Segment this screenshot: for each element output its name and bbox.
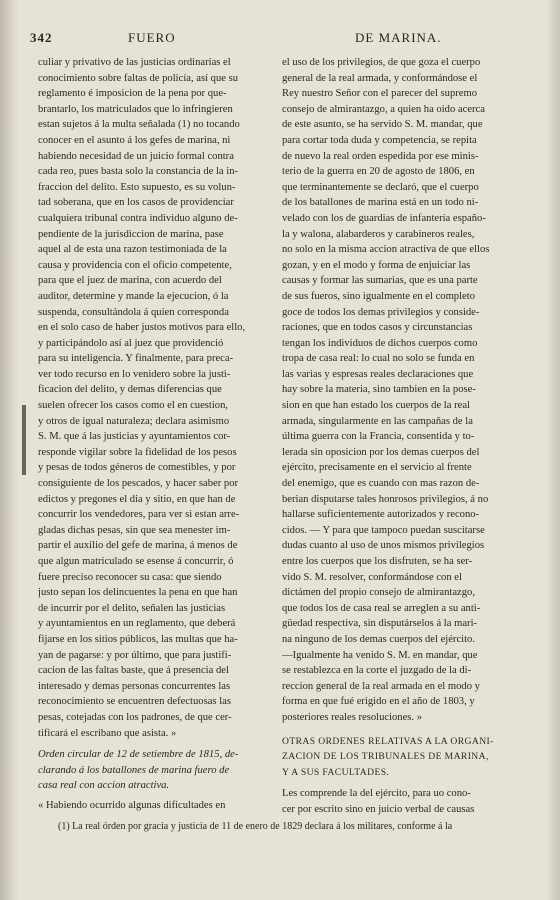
body-text-line: y participándolo así al juez que providenció — [38, 337, 224, 349]
body-text-line: reccion general de la real armada en el modo y — [282, 680, 480, 692]
body-text-line: forma en que fué erigido en el año de 1803, y — [282, 696, 475, 708]
running-header — [30, 30, 538, 48]
body-text-line: consiguiente de los pescados, y hacer saber por — [38, 478, 239, 490]
body-text-line: armada, singularmente en las campañas de la — [282, 415, 473, 427]
italic-heading-line: casa real con accion atractiva. — [38, 780, 170, 792]
section-heading-line: OTRAS ORDENES RELATIVAS A LA ORGANI- — [282, 735, 494, 747]
body-text-line: general de la real armada, y conformándose el — [282, 72, 478, 84]
body-text-line: ficacion del delito, y demas diferencias que — [38, 384, 222, 396]
section-heading-line: ZACION DE LOS TRIBUNALES DE MARINA, — [282, 751, 489, 763]
body-text-line: en el solo caso de haber justos motivos para ello, — [38, 322, 246, 334]
body-text-line: cualquiera tribunal contra individuo alguno de- — [38, 212, 238, 224]
body-text-line: fraccion del delito. Esto supuesto, es su volun- — [38, 181, 236, 193]
body-text-line: de nuevo la real orden espedida por ese minis- — [282, 150, 479, 162]
body-text-line: habiendo necesidad de un juicio formal contra — [38, 150, 234, 162]
body-text-line: posteriores reales resoluciones. » — [282, 711, 423, 723]
body-text-line: hallarse suficientemente autorizados y recono- — [282, 509, 480, 521]
body-text-line: auditor, determine y mande la ejecucion, ó la — [38, 290, 229, 302]
italic-heading-line: Orden circular de 12 de setiembre de 1815, de- — [38, 749, 239, 761]
body-text-line: justo sepan los delincuentes la pena en que han — [38, 587, 238, 599]
body-text-line: yan de pagarse: y por último, que para justifi- — [38, 649, 232, 661]
body-text-line: suelen ofrecer los casos como el en cuestion, — [38, 400, 229, 412]
page-edge-shadow — [546, 0, 560, 900]
body-text-line: tad soberana, que en los casos de providenciar — [38, 197, 234, 209]
italic-heading — [38, 747, 274, 794]
body-text-line: S. M. que á las justicias y ayuntamientos cor- — [38, 431, 231, 443]
body-text-line: fijarse en los sitios públicos, las multas que ha- — [38, 633, 238, 645]
body-text-line: Les comprende la del ejército, para uo cono- — [282, 788, 471, 800]
body-text-line: cidos. — Y para que tampoco puedan suscitarse — [282, 524, 485, 536]
body-text-line: vido S. M. resolver, conformándose con el — [282, 571, 462, 583]
body-text-line: para su inteligencia. Y finalmente, para preca- — [38, 353, 234, 365]
body-text-line: dudas cuanto al uso de unos mismos privilegios — [282, 540, 485, 552]
body-text-line: ejército, precisamente en el servicio al frente — [282, 462, 472, 474]
body-text-line: de los batallones de marina está en un todo ni- — [282, 197, 479, 209]
body-text-line: que terminantemente se declaró, que el cuerpo — [282, 181, 479, 193]
body-text-line: que todos los de casa real se arreglen a su anti- — [282, 602, 481, 614]
body-text-line: el uso de los privilegios, de que goza el cuerpo — [282, 57, 481, 68]
body-text-line: cacion de las faltas baste, que á presencia del — [38, 665, 229, 677]
body-text-line: de sus fueros, sino igualmente en el completo — [282, 290, 475, 302]
body-text-line: consejo de almirantazgo, a quien ha oido acerca — [282, 103, 485, 115]
right-column — [282, 55, 518, 818]
body-text-line: na ninguno de los demas cuerpos del ejército. — [282, 633, 475, 645]
body-text-line: tengan los individuos de dichos cuerpos como — [282, 337, 478, 349]
body-text-line: velado con los de guardias de infantería españo- — [282, 212, 486, 224]
body-text-line: del enemigo, que es cuando con mas razon de- — [282, 478, 480, 490]
body-text-line: cada reo, pues basta solo la constancia de la in- — [38, 166, 239, 178]
body-text-line: pesas, cotejadas con los padrones, de que cer- — [38, 711, 232, 723]
body-text-line: que algun matriculado se esense á concurrir, ó — [38, 556, 234, 567]
body-text-line: causas y formar las sumarias, que es una parte — [282, 275, 478, 287]
body-text-line: estan sujetos á la multa señalada (1) no tocando — [38, 119, 240, 131]
body-text-line: sion en que han estado los cuerpos de la real — [282, 400, 470, 412]
header-left-title: FUERO — [128, 30, 176, 45]
body-text-line: responde vigilar sobre la fidelidad de los pesos — [38, 446, 237, 458]
body-text-line: tropa de casa real: lo cual no solo se funda en — [282, 353, 475, 365]
body-text-line: para cortar toda duda y competencia, se repita — [282, 134, 477, 146]
body-text-line: edictos y pregones el dia y sitio, en que han de — [38, 493, 236, 505]
body-text-line: hay sobre la materia, sino tambien en la pose- — [282, 384, 476, 396]
binding-shadow — [0, 0, 18, 900]
body-text-line: berian disputarse tales honrosos privilegios, á no — [282, 493, 489, 505]
body-text-line: tificará el escribano que asista. » — [38, 727, 177, 739]
body-text-line: goce de todos los demas privilegios y conside- — [282, 306, 480, 318]
body-text-line: se restablezca en la corte el juzgado de la di- — [282, 665, 472, 677]
body-text-line: interesado y demas personas concurrentes las — [38, 680, 231, 692]
body-text-line: conocimiento sobre faltas de policía, así que su — [38, 72, 239, 84]
body-text-line: culiar y privativo de las justicias ordinarias el — [38, 57, 231, 68]
body-text-line: para que el juez de marina, con acuerdo del — [38, 275, 222, 287]
body-text-line: y otros de igual naturaleza; declara asimismo — [38, 415, 230, 427]
margin-ink-mark — [22, 405, 26, 475]
body-text-line: aquel al de esta una razon testimoniada de la — [38, 244, 227, 256]
body-text-line: suspenda, consultándola á quien corresponda — [38, 306, 229, 318]
body-text-line: dictámen del propio consejo de almirantazgo, — [282, 587, 475, 599]
body-text-line: pendiente de la jurisdiccion de marina, pase — [38, 228, 224, 240]
body-text-line: partir el auxilio del gefe de marina, á menos de — [38, 540, 238, 552]
body-text-line: gladas dichas pesas, sin que sea menester im- — [38, 524, 231, 536]
body-text-line: güedad respectiva, sin disputárselos á la mari- — [282, 618, 478, 630]
body-text-line: Rey nuestro Señor con el parecer del supremo — [282, 88, 478, 100]
body-text-line: reconocimiento se encuentren defectuosas las — [38, 696, 231, 708]
footnote: (1) La real órden por gracia y justicia de 11 de enero de 1829 declara á los militares, conforme á la — [58, 821, 453, 832]
body-text-line: raciones, que en todos casos y circunstancias — [282, 322, 473, 334]
body-text-line: la y walona, alabarderos y carabineros reales, — [282, 228, 475, 240]
section-heading-line: Y A SUS FACULTADES. — [282, 766, 390, 778]
body-text-line: gozan, y en el modo y forma de enjuiciar las — [282, 259, 471, 271]
body-text-line: « Habiendo ocurrido algunas dificultades en — [38, 799, 226, 811]
body-text-line: concurrir los vendedores, para ver si estan arre- — [38, 509, 240, 521]
body-text-line: de incurrir por el delito, señalen las justicias — [38, 602, 226, 614]
page-number: 342 — [30, 30, 53, 45]
body-text-line: fuere preciso reconocer su casa: que siendo — [38, 571, 222, 583]
body-text-line: terio de la guerra en 20 de agosto de 1806, en — [282, 166, 475, 178]
header-right-title: DE MARINA. — [355, 30, 442, 45]
body-text-line: de este asunto, se ha servido S. M. mandar, que — [282, 119, 483, 131]
body-text-line: las varias y espresas reales declaraciones que — [282, 368, 474, 380]
body-text-line: —Igualmente ha venido S. M. en mandar, que — [282, 649, 478, 661]
body-text-line: y pesas de todos géneros de comestibles, y por — [38, 462, 236, 474]
body-text-line: conocer en el asunto á los gefes de marina, ni — [38, 134, 231, 146]
body-text-line: ver todo recurso en lo venidero sobre la justi- — [38, 368, 231, 380]
italic-heading-line: clarando á los batallones de marina fuero de — [38, 764, 230, 776]
body-text-line: y ayuntamientos en un reglamento, que deberá — [38, 618, 236, 630]
body-text-line: última guerra con la Francia, consentida y to- — [282, 431, 475, 443]
body-text-line: cer por escrito sino en juicio verbal de causas — [282, 803, 475, 815]
body-text-line: lerada sin oposicion por los demas cuerpos del — [282, 446, 480, 458]
body-text-line: causa y providencia con el oficio competente, — [38, 259, 232, 271]
section-heading — [282, 734, 518, 781]
body-text-line: brantarlo, los matriculados que lo infringieren — [38, 103, 233, 115]
body-text-line: entre los cuerpos que los disfruten, se ha ser- — [282, 556, 473, 567]
body-text-line: reglamento é imposicion de la pena por que- — [38, 88, 227, 100]
left-column — [38, 55, 274, 814]
body-text-line: no solo en la misma accion atractiva de que ellos — [282, 244, 490, 256]
